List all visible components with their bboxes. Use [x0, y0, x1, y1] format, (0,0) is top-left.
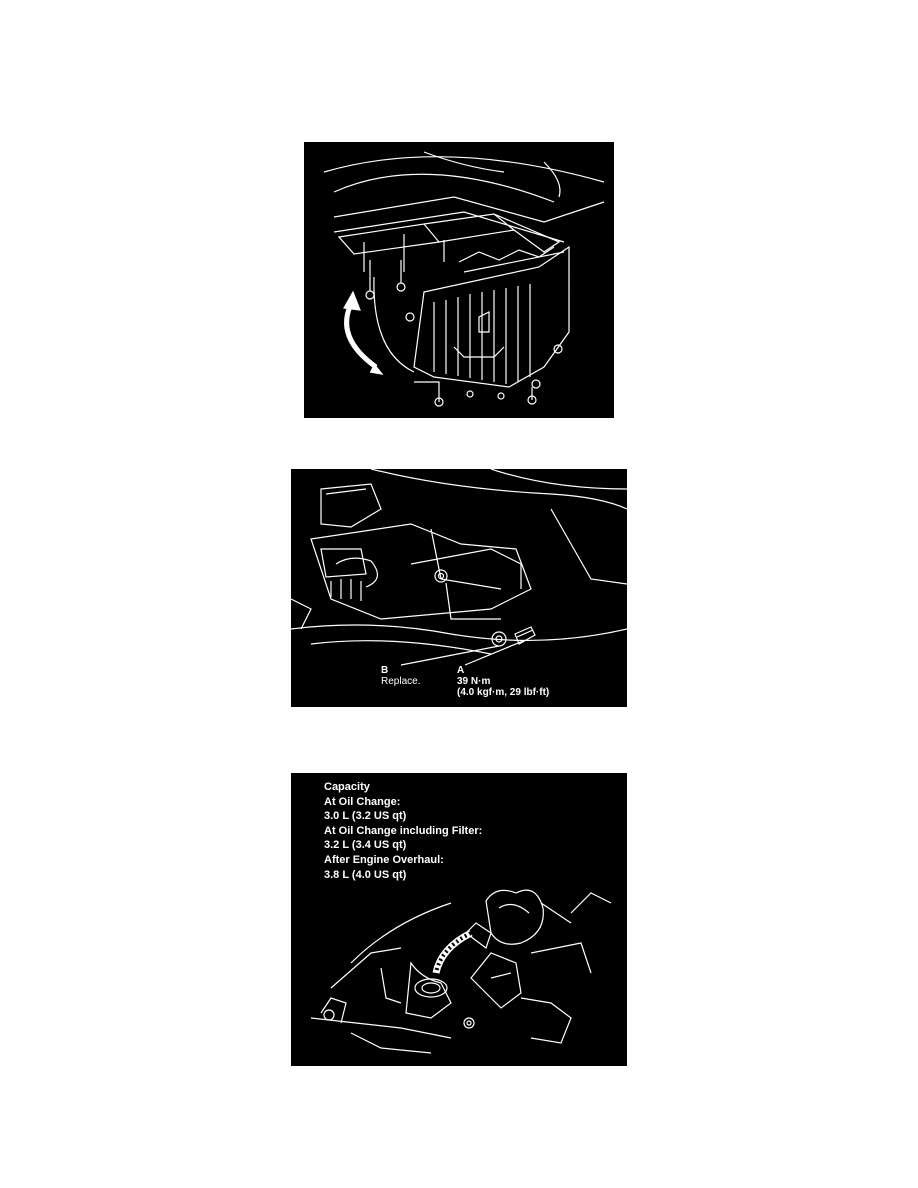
with-filter-value: 3.2 L (3.4 US qt)	[324, 839, 407, 852]
oil-change-label: At Oil Change:	[324, 795, 401, 808]
part-letter-a: A	[457, 665, 465, 676]
undercover-illustration	[304, 142, 614, 418]
part-label-a	[457, 665, 549, 698]
with-filter-label: At Oil Change including Filter:	[324, 824, 483, 837]
oil-capacity-figure	[291, 773, 627, 1066]
drain-plug-figure	[291, 469, 627, 707]
replace-note: Replace.	[381, 676, 421, 687]
torque-spec-alt: (4.0 kgf·m, 29 lbf·ft)	[457, 687, 550, 698]
overhaul-label: After Engine Overhaul:	[324, 853, 444, 866]
torque-spec-nm: 39 N·m	[457, 676, 491, 687]
part-letter-b: B	[381, 665, 389, 676]
overhaul-value: 3.8 L (4.0 US qt)	[324, 868, 407, 881]
oil-change-value: 3.0 L (3.2 US qt)	[324, 810, 407, 823]
undercover-removal-figure	[304, 142, 614, 418]
oil-fill-illustration	[291, 773, 627, 1066]
capacity-heading: Capacity	[324, 781, 370, 793]
part-label-b	[381, 665, 420, 687]
